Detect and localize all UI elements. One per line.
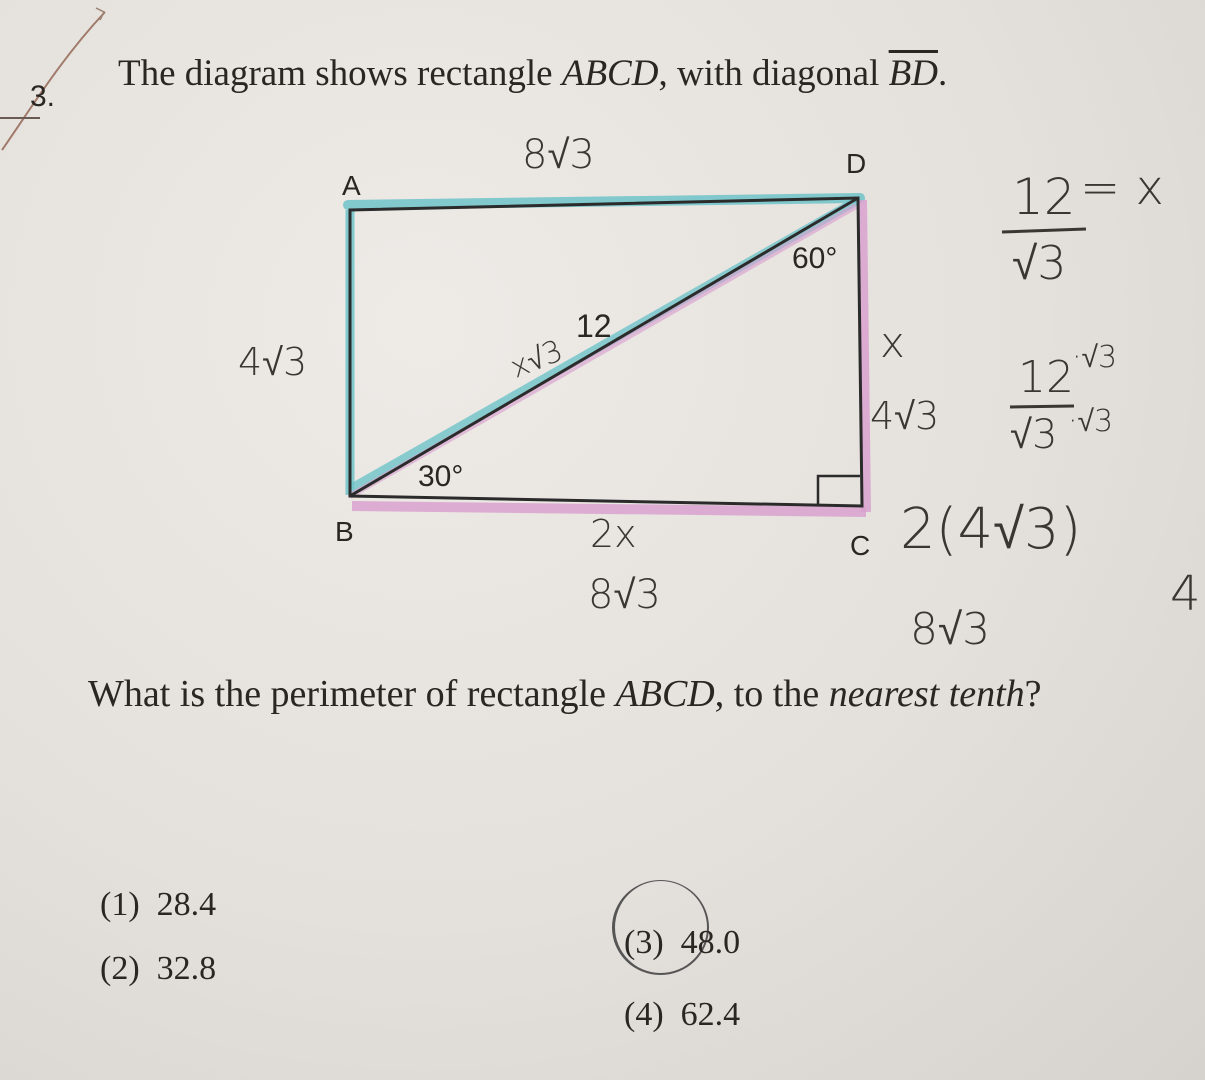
question-rect: ABCD (615, 673, 715, 715)
angle-b-label: 30° (418, 460, 464, 493)
hand-mult-denominator-root: ·√3 (1068, 404, 1114, 439)
choice-2-value: 32.8 (156, 950, 217, 987)
question-text (88, 672, 1042, 716)
choice-2[interactable] (100, 950, 216, 988)
hand-bottom-8root3: 8√3 (588, 572, 661, 618)
choice-4[interactable] (624, 996, 740, 1034)
diagonal-length-label: 12 (576, 308, 612, 344)
hand-right-side: 4√3 (870, 394, 940, 438)
angle-d-label: 60° (792, 242, 838, 275)
choice-1-number: (1) (100, 886, 140, 923)
hand-eq-fraction-bar (1000, 226, 1090, 236)
hand-top-label: 8√3 (522, 132, 595, 178)
vertex-d-label: D (846, 148, 867, 179)
vertex-c-label: C (850, 530, 871, 561)
diagonal-bd (350, 198, 858, 496)
question-mid: , to the (714, 673, 829, 715)
question-end: ? (1024, 673, 1042, 715)
hand-mult-numerator-root: ·√3 (1072, 340, 1118, 375)
choice-3-number: (3) (624, 924, 664, 961)
hand-left-label: 4√3 (238, 340, 308, 384)
choice-1[interactable] (100, 886, 216, 924)
hand-mult-numerator: 12 (1018, 352, 1074, 403)
choice-3-value: 48.0 (680, 924, 741, 961)
hand-bottom-2x: 2x (590, 512, 637, 556)
vertex-a-label: A (342, 170, 361, 201)
hand-edge-fragment: 4 (1170, 566, 1201, 622)
hand-bottom-right: 8√3 (910, 604, 991, 655)
question-prefix: What is the perimeter of rectangle (88, 673, 616, 715)
hand-eq-numerator: 12 (1012, 168, 1076, 226)
hand-eq-denominator: √3 (1012, 236, 1067, 290)
choice-4-value: 62.4 (680, 996, 741, 1033)
choice-3[interactable] (624, 924, 740, 962)
prompt-end: . (937, 53, 948, 94)
prompt-rect: ABCD (561, 53, 659, 94)
hand-right-x: x (880, 318, 905, 367)
right-angle-marker (818, 476, 860, 504)
hand-eq-equals-x: = x (1080, 160, 1164, 216)
hand-two-times: 2(4√3) (900, 497, 1082, 562)
choice-2-number: (2) (100, 950, 140, 987)
choice-1-value: 28.4 (156, 886, 217, 923)
prompt-diagonal: $\overline{BD}$ (888, 53, 938, 94)
hand-diagonal-note: x√3 (505, 333, 568, 386)
prompt-mid: , with diagonal (658, 53, 889, 94)
prompt-prefix: The diagram shows rectangle (118, 53, 562, 94)
vertex-b-label: B (335, 516, 354, 547)
hand-mult-denominator: √3 (1010, 412, 1058, 458)
question-emphasis: nearest tenth (828, 673, 1025, 715)
choice-4-number: (4) (624, 996, 664, 1033)
question-number: 3. (30, 80, 56, 113)
